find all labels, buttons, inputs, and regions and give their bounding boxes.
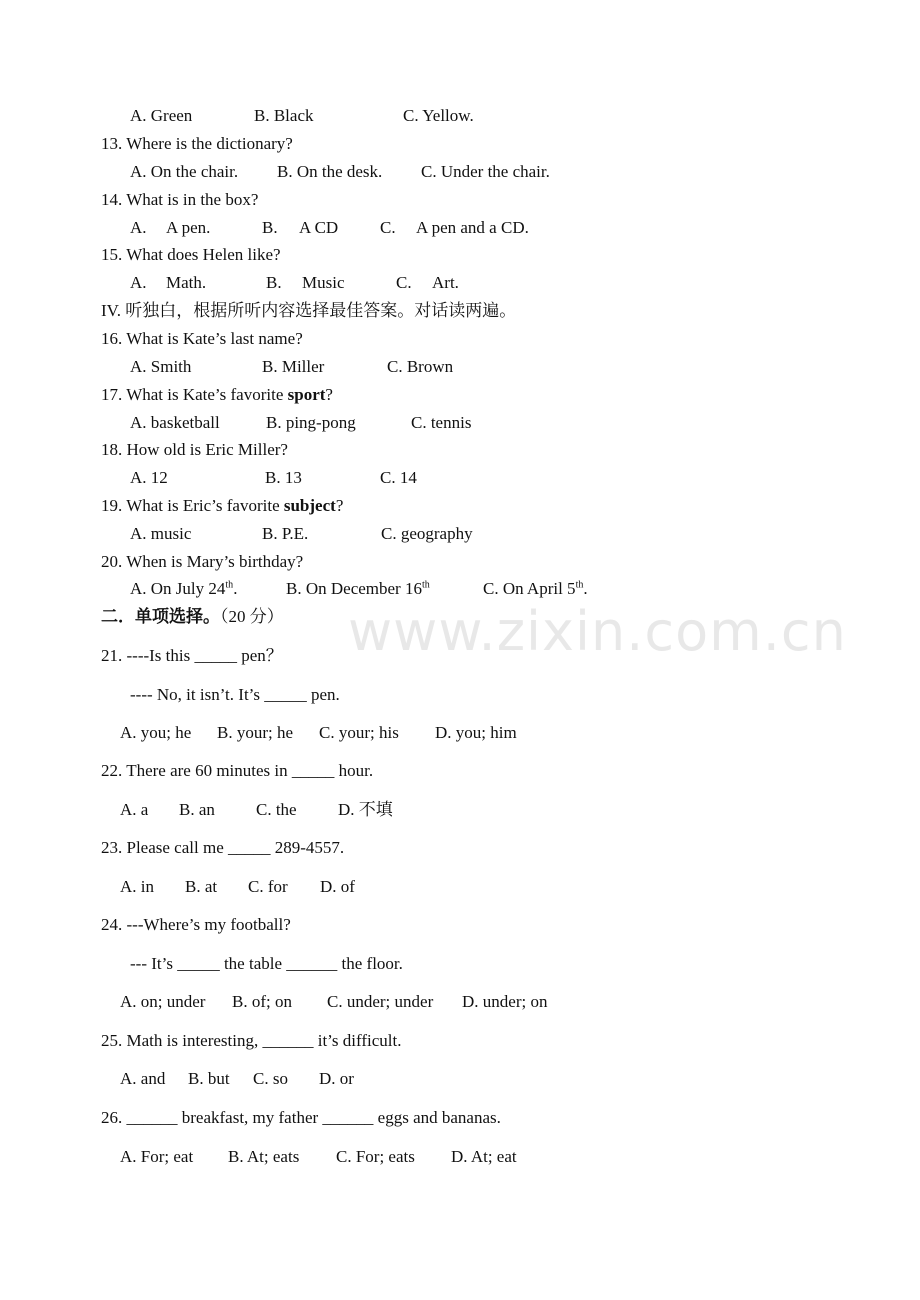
q24-option-d: D. under; on (462, 992, 548, 1011)
q24-option-b: B. of; on (232, 992, 292, 1011)
q18-option-a: A. 12 (130, 468, 168, 487)
q21-option-c: C. your; his (319, 723, 399, 742)
q20-option-b-sup: th (421, 579, 430, 591)
q21-stem: 21. ----Is this _____ pen？ (101, 646, 283, 665)
q21-stem-line2: ---- No, it isn’t. It’s _____ pen. (130, 685, 340, 704)
q17-option-c: C. tennis (411, 413, 472, 432)
q16-stem: 16. What is Kate’s last name? (101, 329, 303, 348)
q13-option-a: A. On the chair. (130, 162, 239, 181)
q13-option-b: B. On the desk. (277, 162, 383, 181)
q15-stem: 15. What does Helen like? (101, 245, 281, 264)
q20-option-a-post: . (233, 579, 238, 598)
q26-option-b: B. At; eats (228, 1147, 300, 1166)
q19-stem-keyword: subject (283, 496, 336, 515)
q15-option-c-letter: C. (396, 273, 412, 292)
q14-option-c-text: A pen and a CD. (416, 218, 529, 237)
q23-stem: 23. Please call me _____ 289-4557. (101, 838, 345, 857)
q25-option-d: D. or (319, 1069, 354, 1088)
q20-option-b (286, 578, 430, 600)
section-2-title: 二．单项选择。 (101, 607, 220, 626)
watermark: www.zixin.com.cn (348, 600, 847, 663)
q17-option-a: A. basketball (130, 413, 220, 432)
q22-option-c: C. the (256, 800, 297, 819)
q20-option-c-post: . (583, 579, 588, 598)
q20-option-b-text: B. On December 16 (286, 579, 422, 598)
q23-option-b: B. at (185, 877, 218, 896)
q15-option-c-text: Art. (432, 273, 459, 292)
q16-option-b: B. Miller (262, 357, 325, 376)
q26-option-a: A. For; eat (120, 1147, 194, 1166)
q19-stem-post: ? (335, 496, 344, 515)
q25-stem: 25. Math is interesting, ______ it’s difficult. (101, 1031, 402, 1050)
q17-stem-keyword: sport (287, 385, 326, 404)
q13-option-c: C. Under the chair. (421, 162, 550, 181)
q17-stem-pre: 17. What is Kate’s favorite (101, 385, 288, 404)
q17-stem-post: ? (325, 385, 333, 404)
q14-option-a-text: A pen. (166, 218, 211, 237)
q15-option-b-text: Music (302, 273, 345, 292)
q16-option-c: C. Brown (387, 357, 454, 376)
q23-option-d: D. of (320, 877, 355, 896)
q19-option-a: A. music (130, 524, 192, 543)
q24-option-c: C. under; under (327, 992, 434, 1011)
q20-option-a-text: A. On July 24 (130, 579, 226, 598)
q19-option-c: C. geography (381, 524, 473, 543)
q19-stem-pre: 19. What is Eric’s favorite (101, 496, 284, 515)
q26-option-c: C. For; eats (336, 1147, 415, 1166)
q24-option-a: A. on; under (120, 992, 206, 1011)
q20-stem: 20. When is Mary’s birthday? (101, 552, 304, 571)
q24-stem: 24. ---Where’s my football? (101, 915, 291, 934)
q17-option-b: B. ping-pong (266, 413, 356, 432)
q14-option-c-letter: C. (380, 218, 396, 237)
q25-option-a: A. and (120, 1069, 166, 1088)
q22-stem: 22. There are 60 minutes in _____ hour. (101, 761, 374, 780)
section-2-score: （20 分） (220, 607, 284, 626)
q19-stem (101, 495, 343, 517)
q18-option-b: B. 13 (265, 468, 302, 487)
q15-option-a-text: Math. (166, 273, 207, 292)
q22-option-b: B. an (179, 800, 215, 819)
q18-option-c: C. 14 (380, 468, 417, 487)
q22-option-a: A. a (120, 800, 149, 819)
q20-option-a (130, 578, 237, 600)
q20-option-c-sup: th (575, 579, 584, 591)
q15-option-b-letter: B. (266, 273, 282, 292)
q25-option-c: C. so (253, 1069, 288, 1088)
q14-option-b-text: A CD (299, 218, 339, 237)
q20-option-a-sup: th (225, 579, 234, 591)
q15-option-a-letter: A. (130, 273, 147, 292)
q12-option-c: C. Yellow. (403, 106, 474, 125)
q26-stem: 26. ______ breakfast, my father ______ eggs and bananas. (101, 1108, 501, 1127)
q26-option-d: D. At; eat (451, 1147, 517, 1166)
q18-stem: 18. How old is Eric Miller? (101, 440, 288, 459)
q24-stem-line2: --- It’s _____ the table ______ the floor. (130, 954, 403, 973)
q14-option-b-letter: B. (262, 218, 278, 237)
q14-option-a-letter: A. (130, 218, 147, 237)
q13-stem: 13. Where is the dictionary? (101, 134, 293, 153)
q17-stem (101, 384, 333, 406)
q21-option-d: D. you; him (435, 723, 517, 742)
q16-option-a: A. Smith (130, 357, 192, 376)
section-4-heading: IV. 听独白，根据所听内容选择最佳答案。对话读两遍。 (101, 301, 517, 320)
q22-option-d: D. 不填 (338, 800, 393, 819)
q21-option-b: B. your; he (217, 723, 294, 742)
q12-option-b: B. Black (254, 106, 314, 125)
q19-option-b: B. P.E. (262, 524, 309, 543)
q23-option-c: C. for (248, 877, 288, 896)
q12-option-a: A. Green (130, 106, 193, 125)
q21-option-a: A. you; he (120, 723, 192, 742)
section-2-heading (101, 606, 284, 628)
q25-option-b: B. but (188, 1069, 230, 1088)
q20-option-c-text: C. On April 5 (483, 579, 576, 598)
q23-option-a: A. in (120, 877, 154, 896)
q20-option-c (483, 578, 588, 600)
q14-stem: 14. What is in the box? (101, 190, 259, 209)
